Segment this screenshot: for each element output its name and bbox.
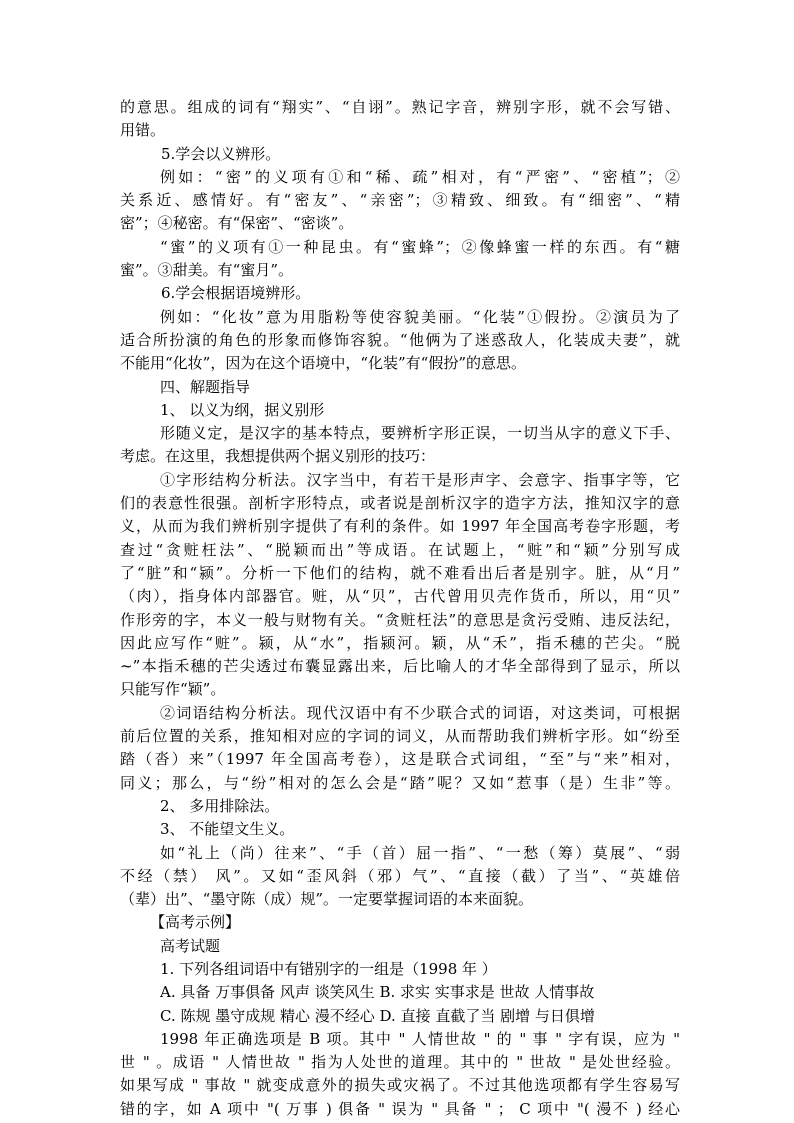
section-heading: 5.学会以义辨形。 <box>161 144 281 163</box>
answer-line: 1998 年正确选项是 B 项。其中 " 人情世故 " 的 " 事 " 字有误，应为 " <box>160 1029 680 1048</box>
paragraph-line: （肉），指身体内部器官。赃，从“贝”，古代曾用贝壳作货币，所以，用“贝” <box>120 587 680 606</box>
paragraph-line: 例如：“化妆”意为用脂粉等使容貌美丽。“化装”①假扮。②演员为了 <box>160 307 680 326</box>
question-line: 1. 下列各组词语中有错别字的一组是（1998 年 ） <box>160 959 497 978</box>
paragraph-line: 了“脏”和“颍”。分析一下他们的结构，就不难看出后者是别字。脏，从“月” <box>120 563 680 582</box>
paragraph-line: 义，从而为我们辨析别字提供了有利的条件。如 1997 年全国高考卷字形题，考 <box>120 517 680 536</box>
paragraph-line: （辈）出”、“墨守陈（成）规”。一定要掌握词语的本来面貌。 <box>120 890 534 909</box>
section-heading: 高考试题 <box>160 936 221 955</box>
paragraph-line: ~”本指禾穗的芒尖透过布囊显露出来，后比喻人的才华全部得到了显示，所以 <box>120 657 680 676</box>
paragraph-line: 们的表意性很强。剖析字形特点，或者说是剖析汉字的造字方法，推知汉字的意 <box>120 494 680 513</box>
paragraph-line: 例如：“密”的义项有①和“稀、疏”相对，有“严密”、“密植”；② <box>160 167 680 186</box>
paragraph-line: ②词语结构分析法。现代汉语中有不少联合式的词语，对这类词，可根据 <box>160 703 680 722</box>
section-heading: 6.学会根据语境辨形。 <box>161 284 311 303</box>
section-heading: 四、解题指导 <box>160 377 251 396</box>
option-line: A. 具备 万事俱备 风声 谈笑风生 B. 求实 实事求是 世故 人情事故 <box>160 983 595 1002</box>
section-heading: 3、 不能望文生义。 <box>160 820 295 839</box>
paragraph-line: 的意思。组成的词有“翔实”、“自诩”。熟记字音，辨别字形，就不会写错、 <box>120 98 680 116</box>
paragraph-line: 前后位置的关系，推知相对应的字词的词义，从而帮助我们辨析字形。如“纷至 <box>120 727 680 746</box>
answer-line: 错的字，如 A 项中 "( 万事 ) 俱备 " 误为 " 具备 " ； C 项中 "( 漫不 ) 经心 <box>120 1099 680 1118</box>
paragraph-line: 适合所扮演的角色的形象而修饰容貌。“他俩为了迷惑敌人，化装成夫妻”，就 <box>120 330 680 349</box>
paragraph-line: 踏（沓）来”（1997 年全国高考卷），这是联合式词组，“至”与“来”相对， <box>120 750 680 769</box>
paragraph-line: 同义；那么，与“纷”相对的怎么会是“踏”呢？又如“惹事（是）生非”等。 <box>120 773 680 792</box>
paragraph-line: 作形旁的字，本义一般与财物有关。“贪赃枉法”的意思是贪污受贿、违反法纪， <box>120 610 680 629</box>
section-heading: 2、 多用排除法。 <box>160 796 280 815</box>
paragraph-line: 不能用“化妆”，因为在这个语境中，“化装”有“假扮”的意思。 <box>120 354 527 373</box>
paragraph-line: 只能写作“颖”。 <box>120 680 226 699</box>
paragraph-line: 如“礼上（尚）往来”、“手（首）屈一指”、“一愁（筹）莫展”、“弱 <box>160 843 680 862</box>
paragraph-line: 关系近、感情好。有“密友”、“亲密”；③精致、细致。有“细密”、“精 <box>120 191 680 210</box>
paragraph-line: 不经（禁） 风”。又如“歪风斜（邪）气”、“直接（截）了当”、“英雄倍 <box>120 866 680 885</box>
paragraph-line: 考虑。在这里，我想提供两个据义别形的技巧： <box>120 447 436 466</box>
paragraph-line: 用错。 <box>120 121 166 140</box>
paragraph-line: 蜜”。③甜美。有“蜜月”。 <box>120 261 294 280</box>
answer-line: 如果写成 " 事故 " 就变成意外的损失或灾祸了。不过其他选项都有学生容易写 <box>120 1076 680 1095</box>
paragraph-line: 密”；④秘密。有“保密”、“密谈”。 <box>120 214 354 233</box>
answer-line: 世 " 。成语 " 人情世故 " 指为人处世的道理。其中的 " 世故 " 是处世经验。 <box>120 1053 680 1072</box>
paragraph-line: 查过“贪赃枉法”、“脱颖而出”等成语。在试题上，“赃”和“颖”分别写成 <box>120 540 680 559</box>
paragraph-line: ①字形结构分析法。汉字当中，有若干是形声字、会意字、指事字等，它 <box>160 470 680 489</box>
section-heading: 【高考示例】 <box>150 913 241 932</box>
document-page <box>120 96 680 1121</box>
section-heading: 1、 以义为纲，据义别形 <box>160 400 325 419</box>
option-line: C. 陈规 墨守成规 精心 漫不经心 D. 直接 直截了当 剧增 与日俱增 <box>160 1006 595 1025</box>
paragraph-line: 形随义定，是汉字的基本特点，要辨析字形正误，一切当从字的意义下手、 <box>160 424 680 443</box>
paragraph-line: 因此应写作“赃”。颍，从“水”，指颍河。颖，从“禾”，指禾穗的芒尖。“脱 <box>120 633 680 652</box>
paragraph-line: “蜜”的义项有①一种昆虫。有“蜜蜂”；②像蜂蜜一样的东西。有“糖 <box>160 237 680 256</box>
